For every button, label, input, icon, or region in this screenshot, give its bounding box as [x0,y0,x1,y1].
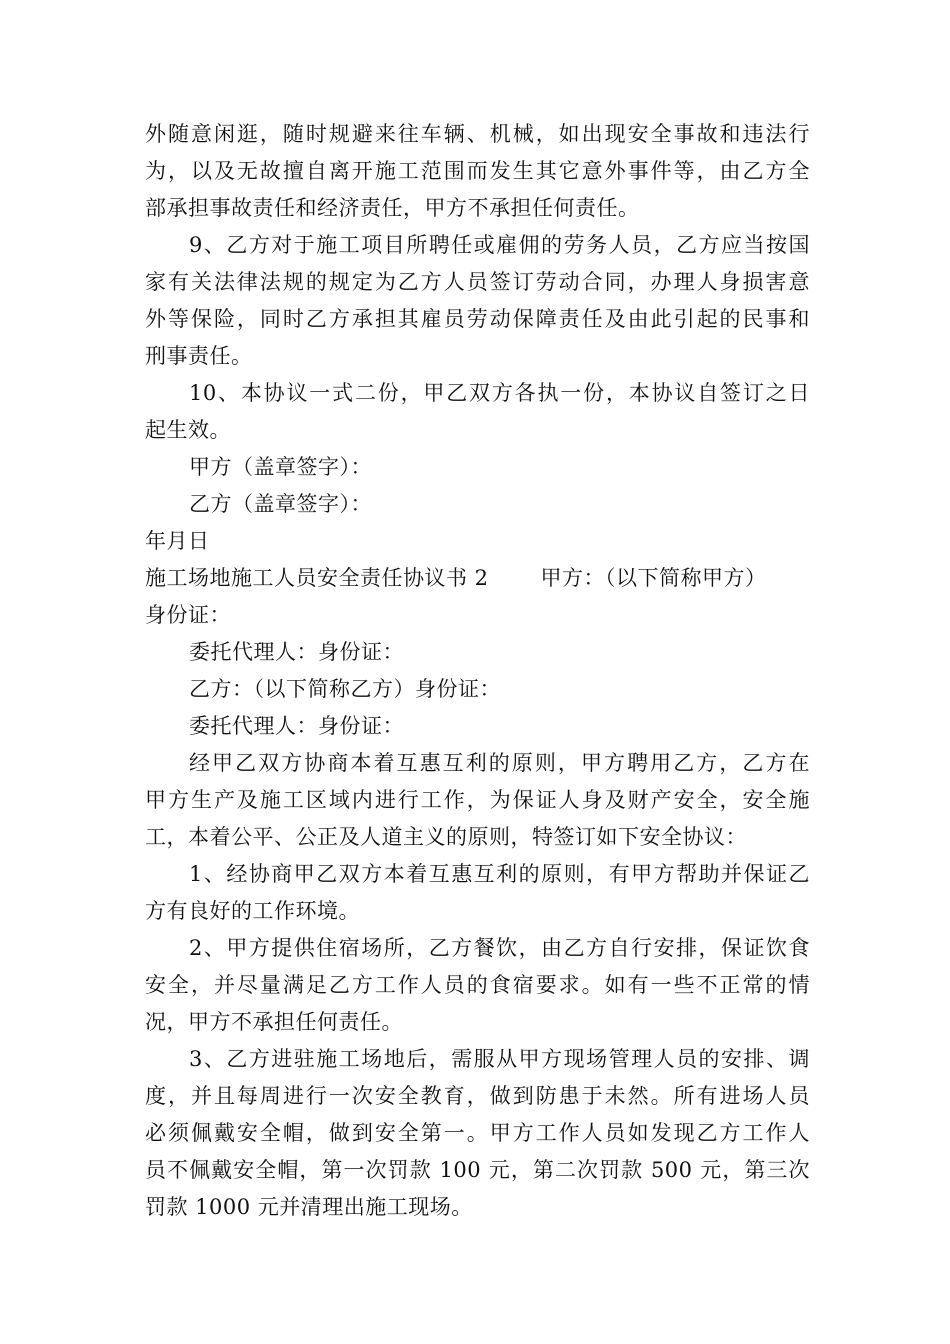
party-b-line: 乙方：（以下简称乙方）身份证： [189,677,501,701]
paragraph-line: 外随意闲逛，随时规避来往车辆、机械，如出现安全事故和违法行 [145,122,810,146]
clause-9-line: 9、乙方对于施工项目所聘任或雇佣的劳务人员，乙方应当按国 [189,233,810,257]
paragraph-line: 方有良好的工作环境。 [145,899,360,923]
paragraph-line: 外等保险，同时乙方承担其雇员劳动保障责任及由此引起的民事和 [145,307,810,331]
paragraph-line: 家有关法律法规的规定为乙方人员签订劳动合同，办理人身损害意 [145,270,810,294]
paragraph-line: 部承担事故责任和经济责任，甲方不承担任何责任。 [145,196,640,220]
date-line: 年月日 [145,529,210,553]
party-b-signature: 乙方（盖章签字）： [189,492,372,516]
paragraph-line: 起生效。 [145,418,231,442]
paragraph-line: 为，以及无故擅自离开施工范围而发生其它意外事件等，由乙方全 [145,159,810,183]
agent-line: 委托代理人：身份证： [189,640,404,664]
paragraph-line: 刑事责任。 [145,344,253,368]
agent-line: 委托代理人：身份证： [189,714,404,738]
clause-3-line: 3、乙方进驻施工场地后，需服从甲方现场管理人员的安排、调 [189,1047,810,1071]
preamble-line: 经甲乙双方协商本着互惠互利的原则，甲方聘用乙方，乙方在 [189,751,810,775]
paragraph-line: 甲方生产及施工区域内进行工作，为保证人身及财产安全，安全施 [145,788,810,812]
document-page [145,116,810,1226]
paragraph-line: 况，甲方不承担任何责任。 [145,1010,403,1034]
paragraph-line: 工，本着公平、公正及人道主义的原则，特签订如下安全协议： [145,825,747,849]
paragraph-line: 安全，并尽量满足乙方工作人员的食宿要求。如有一些不正常的情 [145,973,810,997]
clause-1-line: 1、经协商甲乙双方本着互惠互利的原则，有甲方帮助并保证乙 [189,862,810,886]
paragraph-line: 度，并且每周进行一次安全教育，做到防患于未然。所有进场人员 [145,1084,810,1108]
party-a-signature: 甲方（盖章签字）： [189,455,372,479]
paragraph-line: 员不佩戴安全帽，第一次罚款 100 元，第二次罚款 500 元，第三次 [145,1158,810,1182]
clause-10-line: 10、本协议一式二份，甲乙双方各执一份，本协议自签订之日 [189,381,810,405]
agreement-title-line [145,560,810,597]
party-a-label: 甲方：（以下简称甲方） [540,566,767,590]
paragraph-line: 罚款 1000 元并清理出施工现场。 [145,1195,473,1219]
agreement-title: 施工场地施工人员安全责任协议书 2 [145,566,489,590]
id-card-line: 身份证： [145,603,231,627]
clause-2-line: 2、甲方提供住宿场所，乙方餐饮，由乙方自行安排，保证饮食 [189,936,810,960]
paragraph-line: 必须佩戴安全帽，做到安全第一。甲方工作人员如发现乙方工作人 [145,1121,810,1145]
